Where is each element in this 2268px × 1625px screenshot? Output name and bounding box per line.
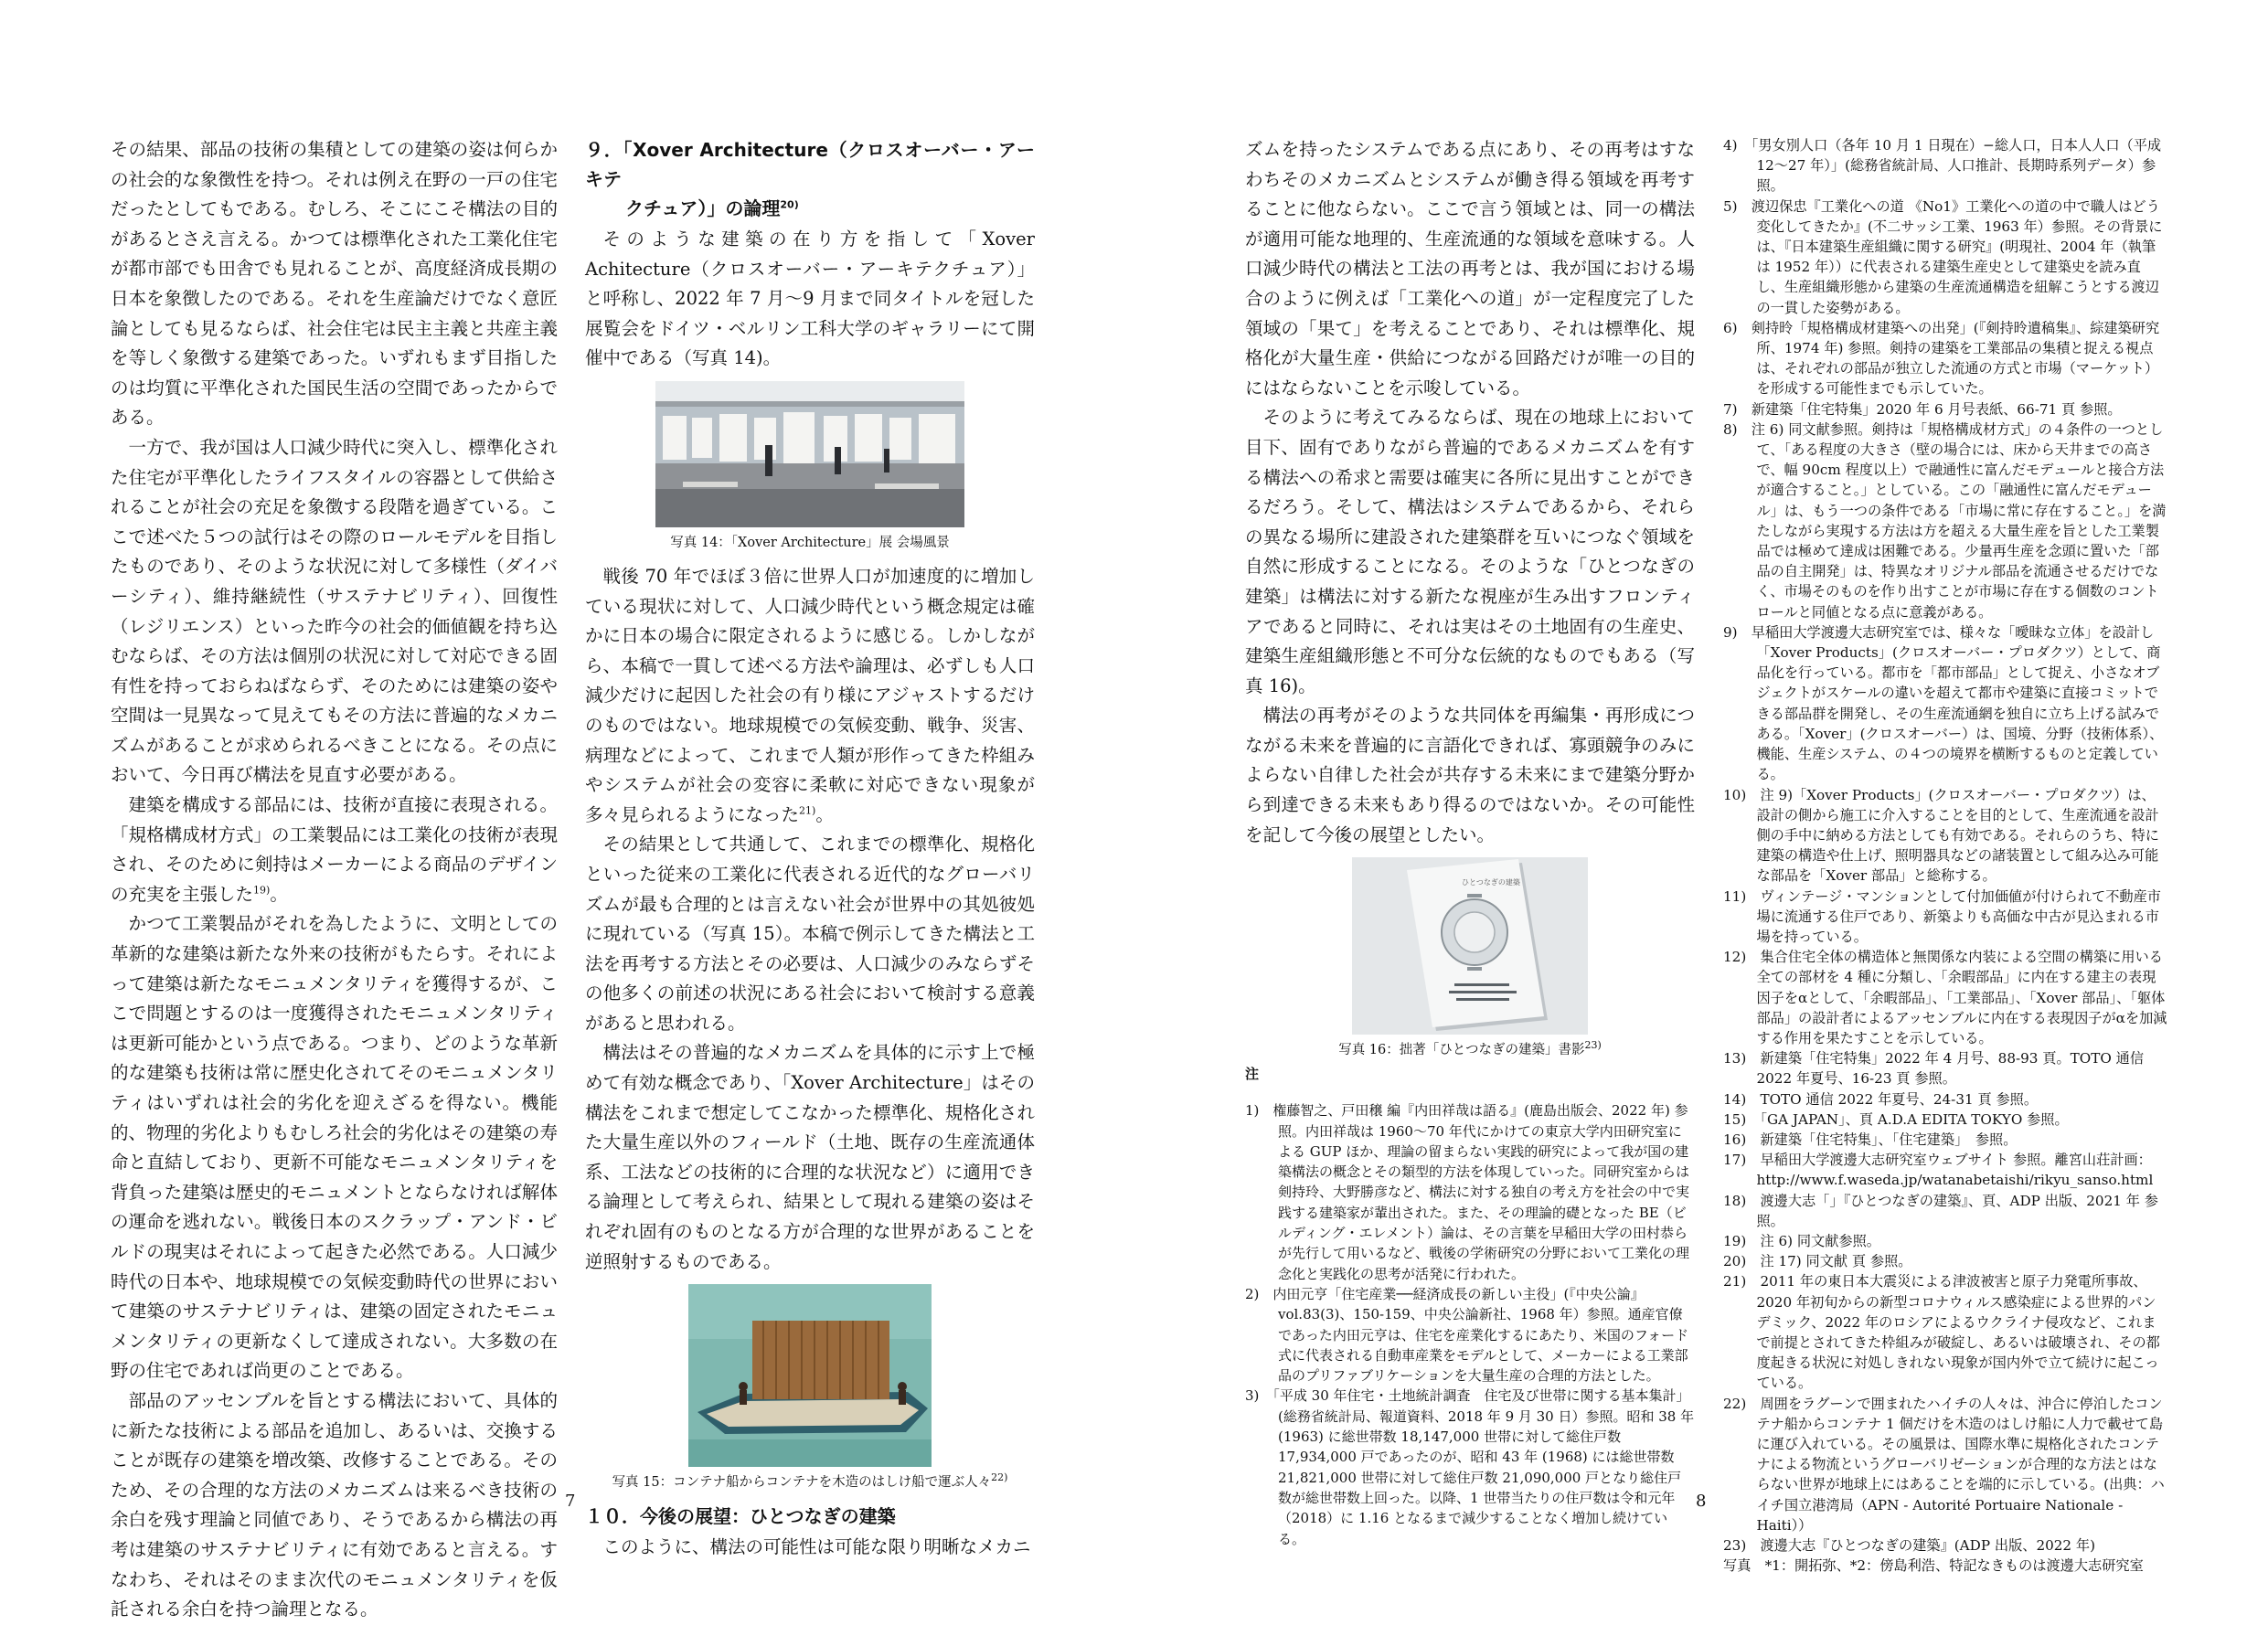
paragraph: 建築を構成する部品には、技術が直接に表現される。「規格構成材方式」の工業製品には工業化の技術が表現され、そのために剣持はメーカーによる商品のデザインの充実を主張した$^{19)}$。	[111, 794, 558, 905]
paragraph: 構法の再考がそのような共同体を再編集・再形成につながる未来を普遍的に言語化できれば、寡頭競争のみによらない自律した社会が共存する未来にまで建築分野から到達できる未来もあり得るのではないか。その可能性を記して今後の展望としたい。	[1245, 705, 1695, 845]
paragraph: 戦後 70 年でほぼ３倍に世界人口が加速度的に増加している現状に対して、人口減少時代という概念規定は確かに日本の場合に限定されるように感じる。しかしながら、本稿で一貫して述べる方法や論理は、必ずしも人口減少だけに起因した社会の有り様にアジャストするだけのものではない。地球規模での気候変動、戦争、災害、病理などによって、これまで人類が形作ってきた枠組みやシステムが社会の変容に柔軟に対応できない現象が多々見られるようになった$^{21)}$。	[585, 565, 1035, 825]
paragraph: そのように考えてみるならば、現在の地球上において目下、固有でありながら普遍的であるメカニズムを有する構法への希求と需要は確実に各所に見出すことができるだろう。そして、構法はシステムであるから、それらの異なる場所に建設された建築群を互いにつなぐ領域を自然に形成することになる。そのような「ひとつなぎの建築」は構法に対する新たな視座が生み出すフロンティアであると同時に、それは実はその土地固有の生産史、建築生産組織形態と不可分な伝統的なものでもある（写真 16)。	[1245, 407, 1695, 696]
paragraph: 構法はその普遍的なメカニズムを具体的に示す上で極めて有効な概念であり、「Xover Architecture」はその構法をこれまで想定してこなかった標準化、規格化された大量生産以外のフィールド（土地、既存の生産流通体系、工法などの技術的に合理的な状況など）に適用できる論理として考えられ、結果として現れる建築の姿はそれぞれ固有のものとなる方が合理的な世界があることを逆照射するものである。	[585, 1042, 1035, 1272]
photo-14-caption: 写真 14：「Xover Architecture」展 会場風景	[670, 535, 950, 550]
photo-credit: 写真 *1：開拓弥、*2：傍島利浩、特記なきものは渡邊大志研究室	[1723, 1557, 2144, 1575]
paragraph: そのような建築の在り方を指して「Xover Achitecture（クロスオーバー・アーキテクチュア）」と呼称し、2022 年 7 月〜9 月まで同タイトルを冠した展覧会をドイツ・ベルリン工科大学のギャラリーにて開催中である（写真 14)。	[585, 228, 1035, 369]
note-item: 17) 早稲田大学渡邊大志研究室ウェブサイト 参照。離宮山荘計画：http://www.f.waseda.jp/watanabetaishi/rikyu_sanso.html	[1723, 1152, 2154, 1189]
photo-15-caption: 写真 15：コンテナ船からコンテナを木造のはしけ船で運ぶ人々$^{22)}$	[612, 1471, 1008, 1491]
column-2	[585, 135, 1035, 1563]
notes-column-4	[1723, 135, 2167, 1576]
note-item: 20) 注 17) 同文献 頁 参照。	[1723, 1253, 1912, 1270]
photo-14-exhibition	[655, 381, 964, 527]
notes-heading: 注	[1245, 1066, 1260, 1082]
paragraph: かつて工業製品がそれを為したように、文明としての革新的な建築は新たな外来の技術がもたらす。それによって建築は新たなモニュメンタリティを獲得するが、ここで問題とするのは一度獲得されたモニュメンタリティは更新可能かという点である。つまり、どのような革新的な建築も技術は常に歴史化されてそのモニュメンタリティはいずれは社会的劣化を迎えざるを得ない。機能的、物理的劣化よりもむしろ社会的劣化はその建築の寿命と直結しており、更新不可能なモニュメンタリティを背負った建築は歴史的モニュメントとならなければ解体の運命を逃れない。戦後日本のスクラップ・アンド・ビルドの現実はそれによって起きた必然である。人口減少時代の日本や、地球規模での気候変動時代の世界において建築のサステナビリティは、建築の固定されたモニュメンタリティの更新なくして達成されない。大多数の在野の住宅であれば尚更のことである。	[111, 913, 558, 1382]
paragraph: ズムを持ったシステムである点にあり、その再考はすなわちそのメカニズムとシステムが働き得る領域を再考することに他ならない。ここで言う領域とは、同一の構法が適用可能な地理的、生産流通的な領域を意味する。人口減少時代の構法と工法の再考とは、我が国における場合のように例えば「工業化への道」が一定程度完了した領域の「果て」を考えることであり、それは標準化、規格化が大量生産・供給につながる回路だけが唯一の目的にはならないことを示唆している。	[1245, 139, 1695, 398]
note-item: 5) 渡辺保忠『工業化への道 《No1》工業化への道の中で職人はどう変化してきたか』(不二サッシ工業、1963 年）参照。その背景には、『日本建築生産組織に関する研究』(明現社、2004 年（執筆は 1952 年））に代表される建築生産史として建築史を読み直し、生産組織形態から建築の生産流通構造を紐解こうとする渡辺の一貫した姿勢がある。	[1723, 197, 2163, 316]
paragraph: 部品のアッセンブルを旨とする構法において、具体的に新たな技術による部品を追加し、あるいは、交換することが既存の建築を増改築、改修することである。そのため、その合理的な方法のメカニズムは来るべき技術の余白を残す理論と同値であり、そうであるから構法の再考は建築のサステナビリティに有効であると言える。すなわち、それはそのまま次代のモニュメンタリティを仮託される余白を持つ論理となる。	[111, 1389, 558, 1620]
note-item: 12) 集合住宅全体の構造体と無関係な内装による空間の構築に用いる全ての部材を 4 種に分類し、「余暇部品」に内在する建主の表現因子をαとして、「余暇部品」、「工業部品」、「Xover 部品」、「躯体部品」の設計者によるアッセンブルに内在する表現因子がαを加減する作用を果たすことを示している。	[1723, 949, 2167, 1046]
note-item: 18) 渡邊大志「」『ひとつなぎの建築』、頁、ADP 出版、2021 年 参照。	[1723, 1192, 2158, 1229]
note-item: 13) 新建築「住宅特集」2022 年 4 月号、88-93 頁。TOTO 通信 2022 年夏号、16-23 頁 参照。	[1723, 1050, 2145, 1088]
note-item: 4) 「男女別人口（各年 10 月 1 日現在）−総人口，日本人人口（平成 12〜27 年）」(総務省統計局、人口推計、長期時系列データ）参照。	[1723, 137, 2162, 195]
note-item: 22) 周囲をラグーンで囲まれたハイチの人々は、沖合に停泊したコンテナ船からコンテナ 1 個だけを木造のはしけ船に人力で載せて島に運び入れている。その風景は、国際水準に規格化されたコンテナによる物流というグローバリゼーションが合理的な方法とはならない世界が地球上にはあることを端的に示している。(出典：ハイチ国立港湾局（APN - Autorité Portuaire Nationale - Haiti））	[1723, 1395, 2165, 1534]
note-item: 8) 注 6) 同文献参照。剣持は「規格構成材方式」の４条件の一つとして、「ある程度の大きさ（壁の場合には、床から天井までの高さで、幅 90cm 程度以上）で融通性に富んだモデュールと接合方法が適合すること。」としている。この「融通性に富んだモデュール」は、もう一つの条件である「市場に常に存在すること。」を満たしながら実現する方法は方を超える大量生産を旨とした工業製品では極めて達成は困難である。少量再生産を念頭に置いた「部品の自主開発」は、特異なオリジナル部品を流通させるだけでなく、市場そのものを作り出すことが市場に存在する個数のコントロールと同値となる点に意義がある。	[1723, 420, 2167, 621]
footnote-ref: 19)	[253, 884, 271, 897]
note-item: 19) 注 6) 同文献参照。	[1723, 1232, 1880, 1249]
column-1	[111, 135, 558, 1625]
note-item: 3) 「平成 30 年住宅・土地統計調査 住宅及び世帯に関する基本集計」(総務省統計局、報道資料、2018 年 9 月 30 日）参照。昭和 38 年 (1963) に総世帯数 18,147,000 世帯に対して総住戸数 17,934,000 戸であったのが、昭和 43 年 (1968) には総世帯数 21,821,000 世帯に対して総住戸数 21,090,000 戸となり総住戸数が総世帯数上回った。以降、1 世帯当たりの住戸数は令和元年（2018）に 1.16 となるまで減少することなく増加し続けている。	[1245, 1387, 1695, 1547]
note-item: 2) 内田元亨「住宅産業──経済成長の新しい主役」(『中央公論』vol.83(3)、150-159、中央公論新社、1968 年）参照。通産官僚であった内田元亨は、住宅を産業化するにあたり、米国のフォード式に代表される自動車産業をモデルとして、メーカーによる工業部品のプリファブリケーションを大量生産の合理的方法とした。	[1245, 1285, 1689, 1385]
notes-column-3	[1245, 1044, 1695, 1549]
note-item: 15) 「GA JAPAN」、頁 A.D.A EDITA TOKYO 参照。	[1723, 1110, 2069, 1128]
page-number-right: 8	[1696, 1492, 1707, 1511]
photo-16-caption: 写真 16：拙著「ひとつなぎの建築」書影$^{23)}$	[1338, 1039, 1602, 1058]
paragraph: その結果、部品の技術の集積としての建築の姿は何らかの社会的な象徴性を持つ。それは例え在野の一戸の住宅だったとしてもである。むしろ、そこにこそ構法の目的があるとさえ言える。かつては標準化された工業化住宅が都市部でも田舎でも見れることが、高度経済成長期の日本を象徴したのである。それを生産論だけでなく意匠論としても見るならば、社会住宅は民主主義と共産主義を等しく象徴する建築であった。いずれもまず目指したのは均質に平準化された国民生活の空間であったからである。	[111, 139, 558, 429]
note-item: 21) 2011 年の東日本大震災による津波被害と原子力発電所事故、2020 年初旬からの新型コロナウィルス感染症による世界的パンデミック、2022 年のロシアによるウクライナ侵攻など、これまで前提とされてきた枠組みが破綻し、あるいは破壊され、その都度起きる状況に対処しきれない現象が国内外で立て続けに起こっている。	[1723, 1273, 2160, 1392]
book-title: ひとつなぎの建築	[1462, 878, 1520, 887]
photo-16-book-cover	[1352, 857, 1588, 1035]
note-item: 14) TOTO 通信 2022 年夏号、24-31 頁 参照。	[1723, 1090, 2039, 1108]
photo-15-container-boat	[688, 1284, 932, 1467]
section-heading-10: １０．今後の展望：ひとつなぎの建築	[585, 1505, 896, 1528]
page-number-left: 7	[565, 1492, 576, 1511]
note-item: 16) 新建築「住宅特集」、「住宅建築」 参照。	[1723, 1131, 2018, 1148]
note-item: 7) 新建築「住宅特集」2020 年 6 月号表紙、66-71 頁 参照。	[1723, 400, 2122, 418]
note-item: 23) 渡邊大志『ひとつなぎの建築』(ADP 出版、2022 年)	[1723, 1537, 2096, 1555]
paragraph: このように、構法の可能性は可能な限り明晰なメカニ	[602, 1536, 1031, 1558]
column-3	[1245, 135, 1695, 1069]
note-item: 11) ヴィンテージ・マンションとして付加価値が付けられて不動産市場に流通する住戸であり、新築よりも高価な中古が見込まれる市場を持っている。	[1723, 887, 2161, 945]
section-heading-9: ９．「Xover Architecture（クロスオーバー・アーキテ クチュア）」の論理$^{20)}$	[585, 139, 1035, 219]
note-item: 9) 早稲田大学渡邊大志研究室では、様々な「曖昧な立体」を設計し「Xover Products」(クロスオーバー・プロダクツ）として、商品化を行っている。都市を「都市部品」として捉え、小さなオブジェクトがスケールの違いを超えて都市や建築に直接コミットできる部品群を開発し、その生産流通網を独自に立ち上げる試みである。「Xover」(クロスオーバー）は、国境、分野（技術体系）、機能、生産システム、の４つの境界を横断するものと定義している。	[1723, 623, 2164, 783]
note-item: 6) 剣持昤「規格構成材建築への出発」(『剣持昤遺稿集』、綜建築研究所、1974 年) 参照。剣持の建築を工業部品の集積と捉える視点は、それぞれの部品が独立した流通の方式と市場（マーケット）を形成する可能性までも示していた。	[1723, 319, 2160, 398]
paragraph: 一方で、我が国は人口減少時代に突入し、標準化された住宅が平準化したライフスタイルの容器として供給されることが社会の充足を象徴する段階を過ぎている。ここで述べた５つの試行はその際のロールモデルを目指したものであり、そのような状況に対して多様性（ダイバーシティ）、維持継続性（サステナビリティ）、回復性（レジリエンス）といった昨今の社会的価値観を持ち込むならば、その方法は個別の状況に対して対応できる固有性を持っておらねばならず、そのためには建築の姿や空間は一見異なって見えてもその方法に普遍的なメカニズムがあることが求められるべきことになる。その点において、今日再び構法を見直す必要がある。	[111, 436, 558, 786]
note-item: 10) 注 9)「Xover Products」(クロスオーバー・プロダクツ）は、設計の側から施工に介入することを目的として、生産流通を設計側の手中に納める方法としても有効である。それらのうち、特に建築の構造や仕上げ、照明器具などの諸装置として組み込み可能な部品を「Xover 部品」と総称する。	[1723, 786, 2159, 885]
paragraph: その結果として共通して、これまでの標準化、規格化といった従来の工業化に代表される近代的なグローバリズムが最も合理的とは言えない社会が世界中の其処彼処に現れている（写真 15）。本稿で例示してきた構法と工法を再考する方法とその必要は、人口減少のみならずその他多くの前述の状況にある社会において検討する意義があると思われる。	[585, 834, 1035, 1034]
note-item: 1) 権藤智之、戸田穣 編『内田祥哉は語る』(鹿島出版会、2022 年) 参照。内田祥哉は 1960〜70 年代にかけての東京大学内田研究室による GUP ほか、理論の留まらない実践的研究によって我が国の建築構法の概念とその類型的方法を体現していった。同研究室からは剣持玲、大野勝彦など、構法に対する独自の考え方を社会の中で実践する建築家が輩出された。また、その理論的礎となった BE（ビルディング・エレメント）論は、その言葉を早稲田大学の田村恭らが先行して用いるなど、戦後の学術研究の分野において工業化の理念化と実践化の思考が活発に行われた。	[1245, 1102, 1690, 1282]
